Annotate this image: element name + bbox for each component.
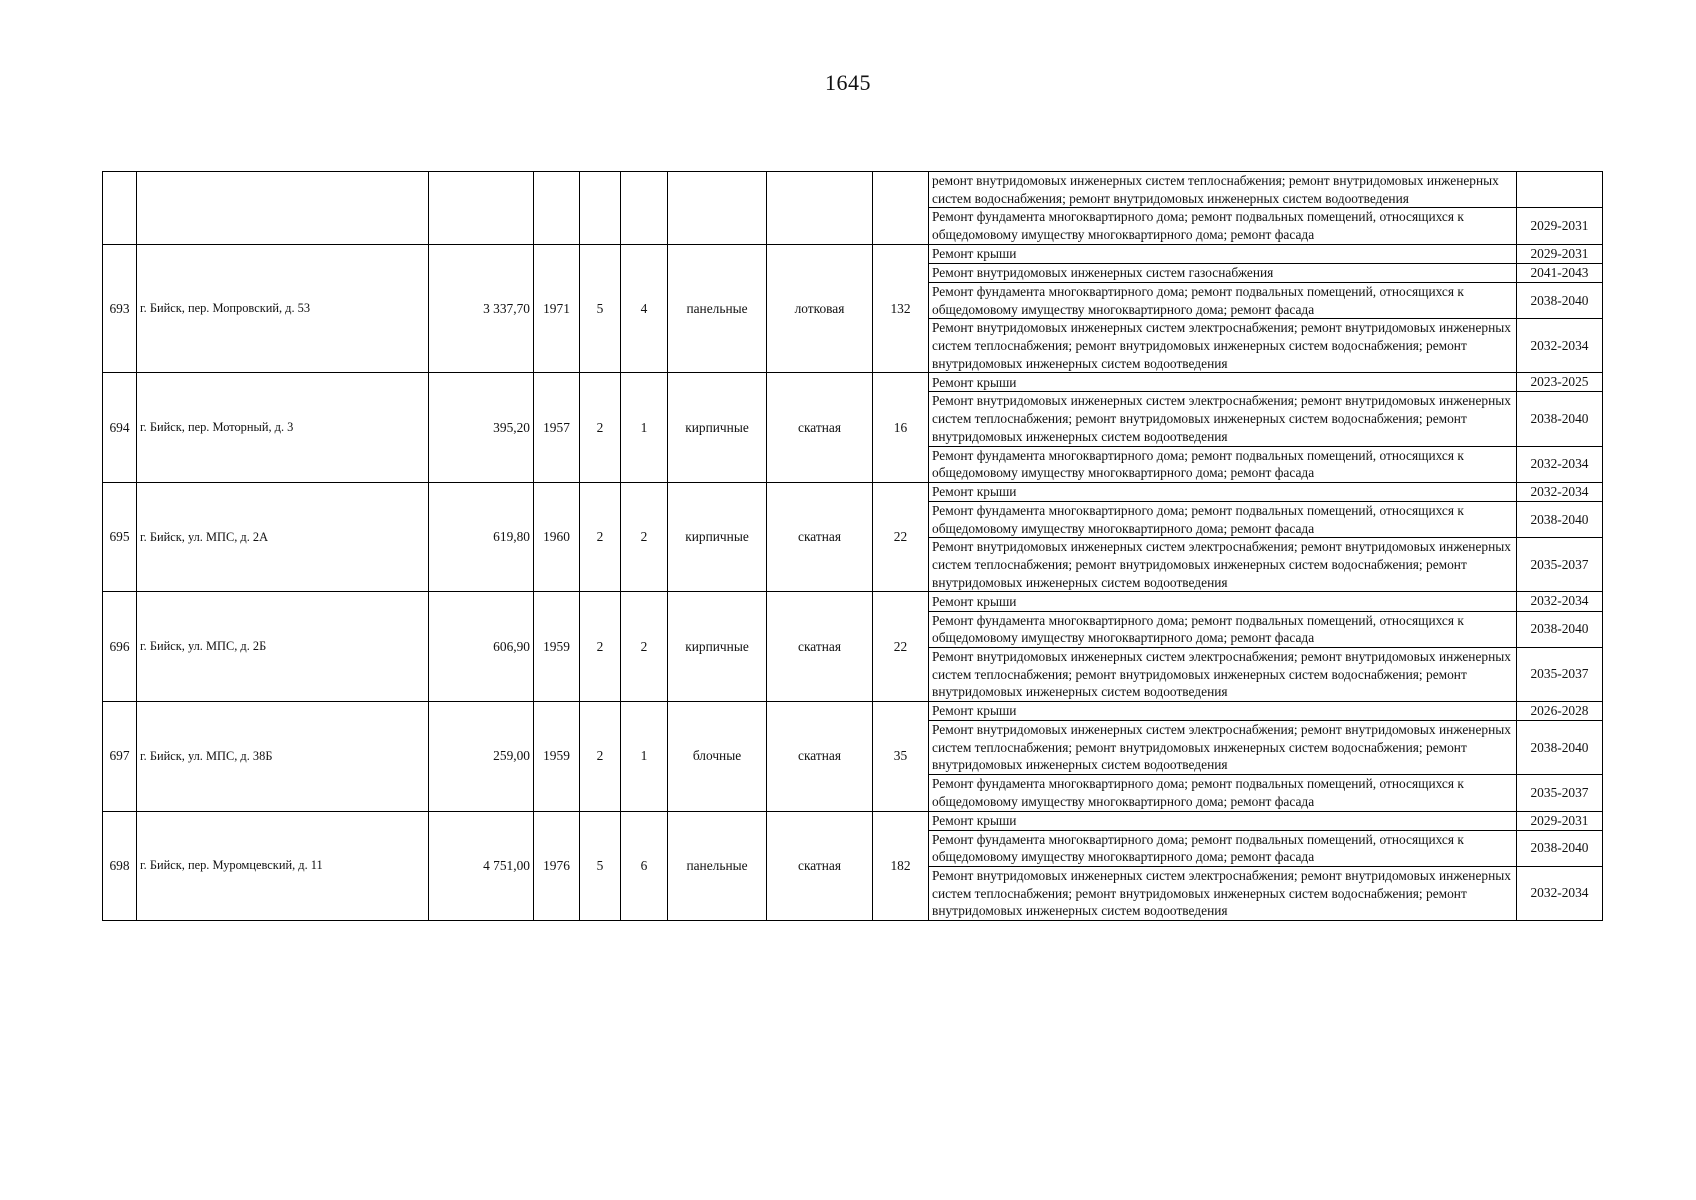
cell-work: Ремонт фундамента многоквартирного дома; ремонт подвальных помещений, относящихся к общедомовому имуществу многоквартирного дома; ремонт фасада [929,208,1517,244]
cell-residents: 22 [873,482,929,592]
cell-work: Ремонт крыши [929,811,1517,830]
cell-year: 1959 [534,592,580,702]
cell-num [103,172,137,245]
cell-work: Ремонт фундамента многоквартирного дома; ремонт подвальных помещений, относящихся к общедомовому имуществу многоквартирного дома; ремонт фасада [929,830,1517,866]
cell-work: Ремонт внутридомовых инженерных систем электроснабжения; ремонт внутридомовых инженерных систем теплоснабжения; ремонт внутридомовых инженерных систем водоснабжения; ремонт внутридомовых инженерных систем водоотведения [929,647,1517,701]
table-row [103,172,1603,208]
table-row [103,811,1603,830]
cell-roof: скатная [767,482,873,592]
cell-period: 2041-2043 [1517,263,1603,282]
cell-walls: панельные [668,244,767,373]
cell-period: 2032-2034 [1517,446,1603,482]
cell-work: Ремонт фундамента многоквартирного дома; ремонт подвальных помещений, относящихся к общедомовому имуществу многоквартирного дома; ремонт фасада [929,446,1517,482]
cell-address: г. Бийск, пер. Мопровский, д. 53 [137,244,429,373]
cell-floors: 5 [580,811,621,921]
cell-year: 1976 [534,811,580,921]
cell-work: Ремонт внутридомовых инженерных систем электроснабжения; ремонт внутридомовых инженерных систем теплоснабжения; ремонт внутридомовых инженерных систем водоснабжения; ремонт внутридомовых инженерных систем водоотведения [929,721,1517,775]
cell-entrances: 1 [621,701,668,811]
cell-floors: 2 [580,482,621,592]
cell-work: Ремонт крыши [929,373,1517,392]
cell-entrances: 4 [621,244,668,373]
cell-year: 1957 [534,373,580,483]
cell-entrances: 2 [621,482,668,592]
table-row [103,244,1603,263]
cell-roof: скатная [767,811,873,921]
cell-work: Ремонт фундамента многоквартирного дома; ремонт подвальных помещений, относящихся к общедомовому имуществу многоквартирного дома; ремонт фасада [929,775,1517,811]
cell-period: 2038-2040 [1517,830,1603,866]
cell-area: 606,90 [429,592,534,702]
table-row [103,482,1603,501]
cell-residents [873,172,929,245]
cell-work: Ремонт внутридомовых инженерных систем электроснабжения; ремонт внутридомовых инженерных систем теплоснабжения; ремонт внутридомовых инженерных систем водоснабжения; ремонт внутридомовых инженерных систем водоотведения [929,319,1517,373]
cell-residents: 16 [873,373,929,483]
page-number: 1645 [825,70,871,95]
cell-address: г. Бийск, ул. МПС, д. 2А [137,482,429,592]
cell-walls [668,172,767,245]
cell-work: Ремонт крыши [929,482,1517,501]
cell-work: Ремонт крыши [929,592,1517,611]
cell-period: 2032-2034 [1517,866,1603,920]
cell-address: г. Бийск, ул. МПС, д. 2Б [137,592,429,702]
cell-work: Ремонт крыши [929,244,1517,263]
cell-period: 2038-2040 [1517,282,1603,318]
cell-work: Ремонт внутридомовых инженерных систем электроснабжения; ремонт внутридомовых инженерных систем теплоснабжения; ремонт внутридомовых инженерных систем водоснабжения; ремонт внутридомовых инженерных систем водоотведения [929,538,1517,592]
table-row [103,373,1603,392]
cell-residents: 182 [873,811,929,921]
cell-area: 619,80 [429,482,534,592]
cell-year [534,172,580,245]
cell-area: 395,20 [429,373,534,483]
cell-address [137,172,429,245]
cell-floors: 5 [580,244,621,373]
cell-period: 2038-2040 [1517,721,1603,775]
cell-period: 2029-2031 [1517,244,1603,263]
housing-repair-table [102,171,1603,921]
cell-period: 2026-2028 [1517,701,1603,720]
cell-period: 2035-2037 [1517,647,1603,701]
cell-residents: 22 [873,592,929,702]
cell-floors: 2 [580,373,621,483]
cell-floors [580,172,621,245]
cell-period: 2032-2034 [1517,482,1603,501]
cell-roof [767,172,873,245]
cell-period: 2035-2037 [1517,538,1603,592]
cell-period: 2035-2037 [1517,775,1603,811]
cell-num: 693 [103,244,137,373]
cell-period: 2038-2040 [1517,392,1603,446]
cell-work: Ремонт внутридомовых инженерных систем электроснабжения; ремонт внутридомовых инженерных систем теплоснабжения; ремонт внутридомовых инженерных систем водоснабжения; ремонт внутридомовых инженерных систем водоотведения [929,392,1517,446]
cell-roof: скатная [767,701,873,811]
cell-work: Ремонт внутридомовых инженерных систем газоснабжения [929,263,1517,282]
cell-year: 1959 [534,701,580,811]
cell-walls: кирпичные [668,373,767,483]
cell-area: 259,00 [429,701,534,811]
cell-entrances: 2 [621,592,668,702]
cell-period: 2038-2040 [1517,611,1603,647]
cell-period: 2038-2040 [1517,502,1603,538]
cell-entrances [621,172,668,245]
cell-floors: 2 [580,701,621,811]
table-row [103,701,1603,720]
cell-num: 695 [103,482,137,592]
cell-year: 1971 [534,244,580,373]
cell-walls: кирпичные [668,592,767,702]
cell-work: Ремонт фундамента многоквартирного дома; ремонт подвальных помещений, относящихся к общедомовому имуществу многоквартирного дома; ремонт фасада [929,502,1517,538]
cell-address: г. Бийск, пер. Моторный, д. 3 [137,373,429,483]
cell-area: 3 337,70 [429,244,534,373]
cell-roof: лотковая [767,244,873,373]
cell-year: 1960 [534,482,580,592]
cell-entrances: 6 [621,811,668,921]
cell-walls: панельные [668,811,767,921]
cell-area [429,172,534,245]
table-row [103,592,1603,611]
cell-num: 696 [103,592,137,702]
cell-work: Ремонт фундамента многоквартирного дома; ремонт подвальных помещений, относящихся к общедомовому имуществу многоквартирного дома; ремонт фасада [929,282,1517,318]
cell-floors: 2 [580,592,621,702]
cell-residents: 35 [873,701,929,811]
cell-address: г. Бийск, ул. МПС, д. 38Б [137,701,429,811]
cell-period: 2032-2034 [1517,319,1603,373]
cell-work: Ремонт внутридомовых инженерных систем электроснабжения; ремонт внутридомовых инженерных систем теплоснабжения; ремонт внутридомовых инженерных систем водоснабжения; ремонт внутридомовых инженерных систем водоотведения [929,866,1517,920]
table-body [103,172,1603,921]
cell-area: 4 751,00 [429,811,534,921]
cell-walls: блочные [668,701,767,811]
cell-num: 698 [103,811,137,921]
cell-roof: скатная [767,592,873,702]
cell-period: 2032-2034 [1517,592,1603,611]
cell-num: 697 [103,701,137,811]
cell-num: 694 [103,373,137,483]
cell-work: Ремонт крыши [929,701,1517,720]
cell-residents: 132 [873,244,929,373]
cell-work: ремонт внутридомовых инженерных систем теплоснабжения; ремонт внутридомовых инженерных систем водоснабжения; ремонт внутридомовых инженерных систем водоотведения [929,172,1517,208]
cell-period: 2029-2031 [1517,811,1603,830]
cell-address: г. Бийск, пер. Муромцевский, д. 11 [137,811,429,921]
cell-entrances: 1 [621,373,668,483]
cell-period [1517,172,1603,208]
cell-walls: кирпичные [668,482,767,592]
cell-work: Ремонт фундамента многоквартирного дома; ремонт подвальных помещений, относящихся к общедомовому имуществу многоквартирного дома; ремонт фасада [929,611,1517,647]
cell-period: 2023-2025 [1517,373,1603,392]
cell-roof: скатная [767,373,873,483]
cell-period: 2029-2031 [1517,208,1603,244]
